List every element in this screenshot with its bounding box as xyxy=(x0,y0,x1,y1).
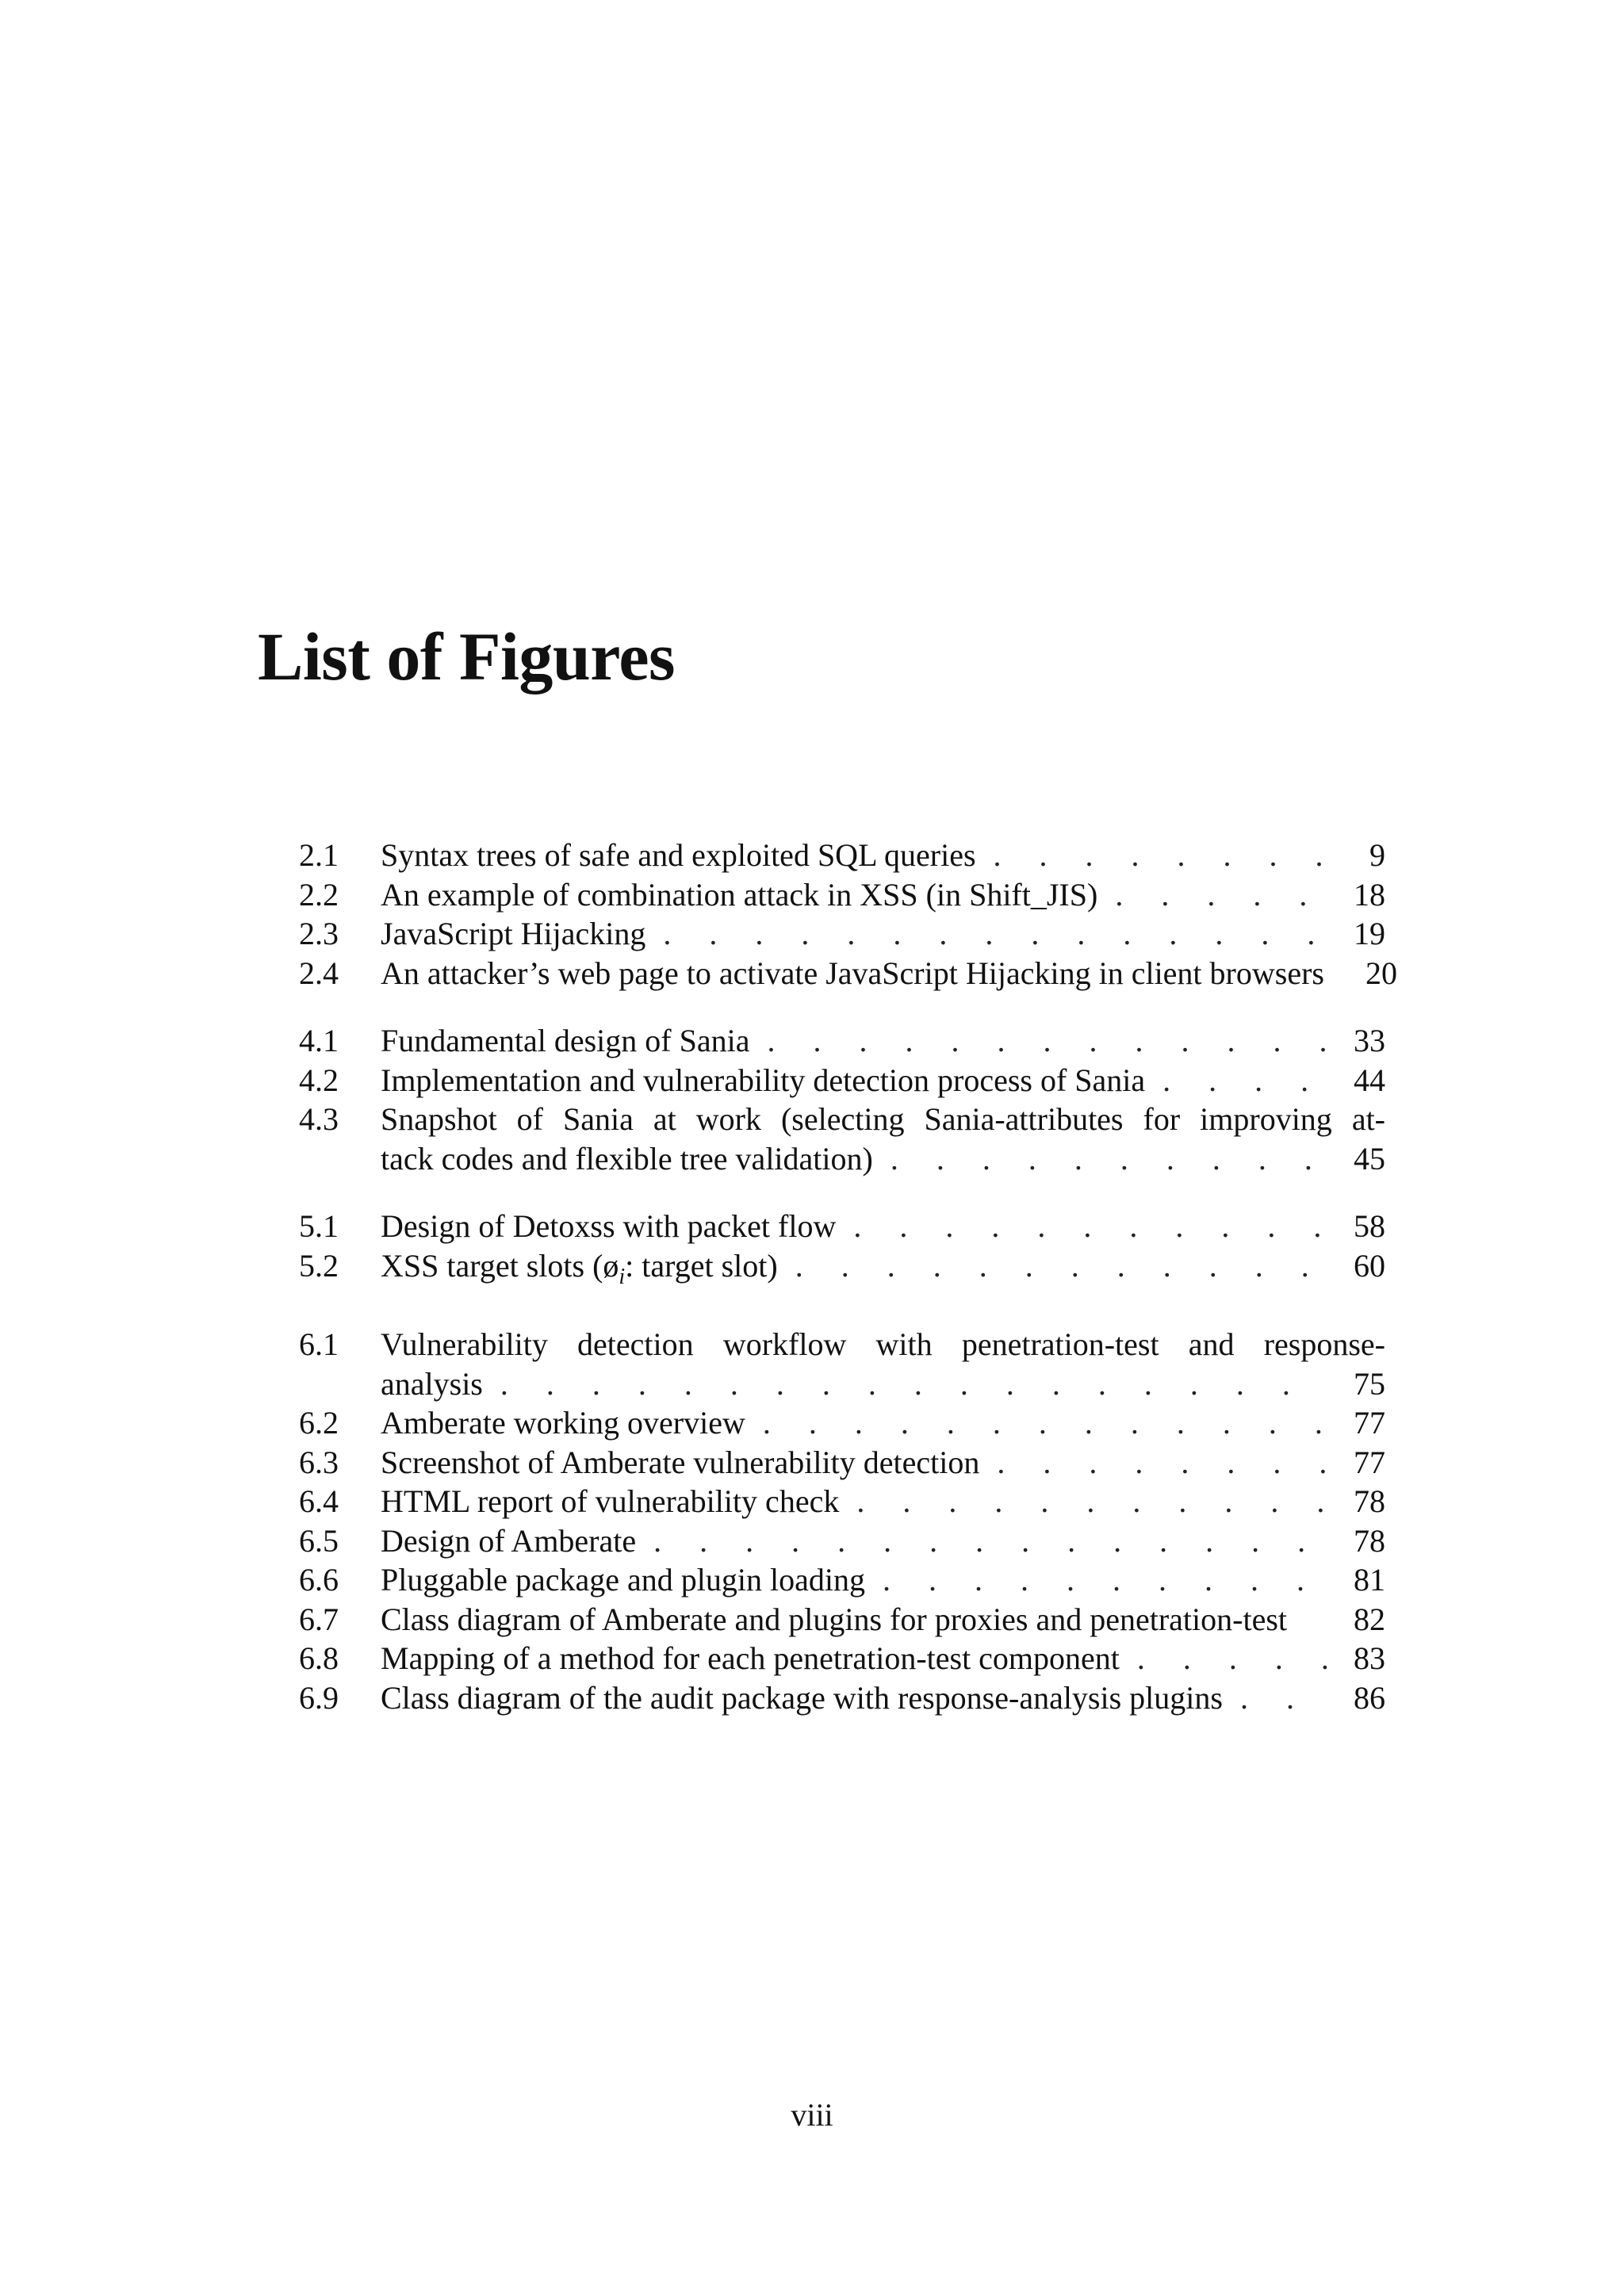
dot-leader xyxy=(836,1207,1330,1246)
figure-title: Implementation and vulnerability detection process of Sania xyxy=(381,1062,1146,1098)
chapter-4-group xyxy=(299,1021,1385,1178)
page-folio: viii xyxy=(791,2097,833,2133)
page-number: 18 xyxy=(1354,876,1385,913)
page-number: 86 xyxy=(1354,1679,1385,1716)
figure-title: Design of Amberate xyxy=(381,1522,637,1559)
figure-number: 6.9 xyxy=(299,1679,339,1716)
figure-number: 4.3 xyxy=(299,1101,339,1137)
figure-number: 6.8 xyxy=(299,1640,339,1676)
figure-entry-6-6[interactable] xyxy=(299,1560,1385,1600)
figure-title-line-1: Snapshot of Sania at work (selecting Sania-attributes for improving at- xyxy=(381,1101,1385,1137)
dot-leader xyxy=(778,1246,1330,1286)
figure-title: Class diagram of Amberate and plugins for proxies and penetration-test xyxy=(381,1601,1288,1637)
figure-title: JavaScript Hijacking xyxy=(381,916,646,951)
dot-leader xyxy=(839,1482,1330,1521)
dot-leader xyxy=(976,836,1330,875)
figure-entry-2-2[interactable] xyxy=(299,875,1385,915)
page-number: 19 xyxy=(1354,916,1385,951)
figure-title: Fundamental design of Sania xyxy=(381,1023,750,1058)
page-title: List of Figures xyxy=(258,618,676,695)
figure-entry-6-3[interactable] xyxy=(299,1443,1385,1483)
dot-leader xyxy=(1145,1061,1330,1100)
page-number: 81 xyxy=(1354,1562,1385,1598)
figure-number: 6.3 xyxy=(299,1444,339,1480)
figure-number: 6.6 xyxy=(299,1562,339,1598)
dot-leader xyxy=(865,1560,1330,1600)
page-number: 78 xyxy=(1354,1522,1385,1559)
figure-title-prefix: XSS target slots (ø xyxy=(381,1247,619,1284)
figure-title: Screenshot of Amberate vulnerability detection xyxy=(381,1444,980,1480)
figure-number: 6.4 xyxy=(299,1483,339,1519)
subscript: i xyxy=(619,1264,626,1289)
dot-leader xyxy=(745,1403,1330,1443)
figure-entry-2-4[interactable] xyxy=(299,954,1397,993)
figure-number: 6.1 xyxy=(299,1326,339,1362)
dot-leader xyxy=(483,1364,1330,1404)
page-number: 9 xyxy=(1369,837,1385,873)
dot-leader xyxy=(1097,875,1330,915)
figure-entry-6-4[interactable] xyxy=(299,1482,1385,1521)
chapter-6-group xyxy=(299,1325,1385,1717)
figure-title xyxy=(381,1246,778,1297)
figure-title-line-2: tack codes and flexible tree validation) xyxy=(381,1140,873,1177)
page-number: 75 xyxy=(1354,1365,1385,1402)
page-number: 82 xyxy=(1354,1601,1385,1637)
figure-title: HTML report of vulnerability check xyxy=(381,1483,840,1519)
chapter-2-group xyxy=(299,836,1397,993)
dot-leader xyxy=(873,1139,1330,1179)
page-number: 20 xyxy=(1365,955,1397,991)
figure-entry-6-8[interactable] xyxy=(299,1639,1385,1678)
figure-number: 2.4 xyxy=(299,955,339,991)
dot-leader xyxy=(636,1521,1330,1561)
figure-title: An attacker’s web page to activate JavaScript Hijacking in client browsers xyxy=(381,955,1324,991)
page-number: 77 xyxy=(1354,1444,1385,1480)
figure-title-line-1: Vulnerability detection workflow with penetration-test and response- xyxy=(381,1326,1385,1362)
figure-title: Design of Detoxss with packet flow xyxy=(381,1208,837,1244)
page-number: 77 xyxy=(1354,1405,1385,1441)
figure-number: 6.2 xyxy=(299,1405,339,1441)
figure-entry-6-2[interactable] xyxy=(299,1403,1385,1443)
dot-leader xyxy=(645,914,1330,954)
figure-entry-6-7[interactable] xyxy=(299,1600,1385,1640)
figure-number: 5.2 xyxy=(299,1247,339,1284)
figure-entry-6-9[interactable] xyxy=(299,1678,1385,1718)
figure-entry-6-1[interactable] xyxy=(299,1325,1385,1403)
dot-leader xyxy=(979,1443,1330,1483)
figure-title: Syntax trees of safe and exploited SQL queries xyxy=(381,837,976,873)
figure-number: 2.3 xyxy=(299,916,339,951)
figure-title: Pluggable package and plugin loading xyxy=(381,1562,865,1598)
page-number: 60 xyxy=(1354,1247,1385,1284)
page-number: 83 xyxy=(1354,1640,1385,1676)
page-number: 78 xyxy=(1354,1483,1385,1519)
figure-title: Mapping of a method for each penetration-test component xyxy=(381,1640,1120,1676)
dot-leader xyxy=(1223,1678,1330,1718)
figure-number: 2.2 xyxy=(299,876,339,913)
page-number: 33 xyxy=(1354,1023,1385,1058)
figure-entry-2-3[interactable] xyxy=(299,914,1385,954)
figure-number: 6.7 xyxy=(299,1601,339,1637)
figure-title-line-2: analysis xyxy=(381,1365,483,1402)
figure-number: 4.1 xyxy=(299,1023,339,1058)
figure-entry-4-1[interactable] xyxy=(299,1021,1385,1061)
figure-title: Class diagram of the audit package with response-analysis plugins xyxy=(381,1679,1223,1716)
figure-number: 5.1 xyxy=(299,1208,339,1244)
page-number: 58 xyxy=(1354,1208,1385,1244)
figure-entry-5-1[interactable] xyxy=(299,1207,1385,1246)
chapter-5-group xyxy=(299,1207,1385,1296)
figure-title-suffix: : target slot) xyxy=(625,1247,778,1284)
figure-entry-2-1[interactable] xyxy=(299,836,1385,875)
figure-number: 2.1 xyxy=(299,837,339,873)
figure-number: 4.2 xyxy=(299,1062,339,1098)
page-number: 45 xyxy=(1354,1140,1385,1177)
figure-title: An example of combination attack in XSS (in Shift_JIS) xyxy=(381,876,1098,913)
figure-title: Amberate working overview xyxy=(381,1405,745,1441)
figure-number: 6.5 xyxy=(299,1522,339,1559)
dot-leader xyxy=(1120,1639,1330,1678)
page-number: 44 xyxy=(1354,1062,1385,1098)
list-of-figures xyxy=(299,836,1397,1746)
figure-entry-6-5[interactable] xyxy=(299,1521,1385,1561)
figure-entry-4-2[interactable] xyxy=(299,1061,1385,1100)
figure-entry-5-2[interactable] xyxy=(299,1246,1385,1297)
dot-leader xyxy=(749,1021,1330,1061)
figure-entry-4-3[interactable] xyxy=(299,1100,1385,1178)
